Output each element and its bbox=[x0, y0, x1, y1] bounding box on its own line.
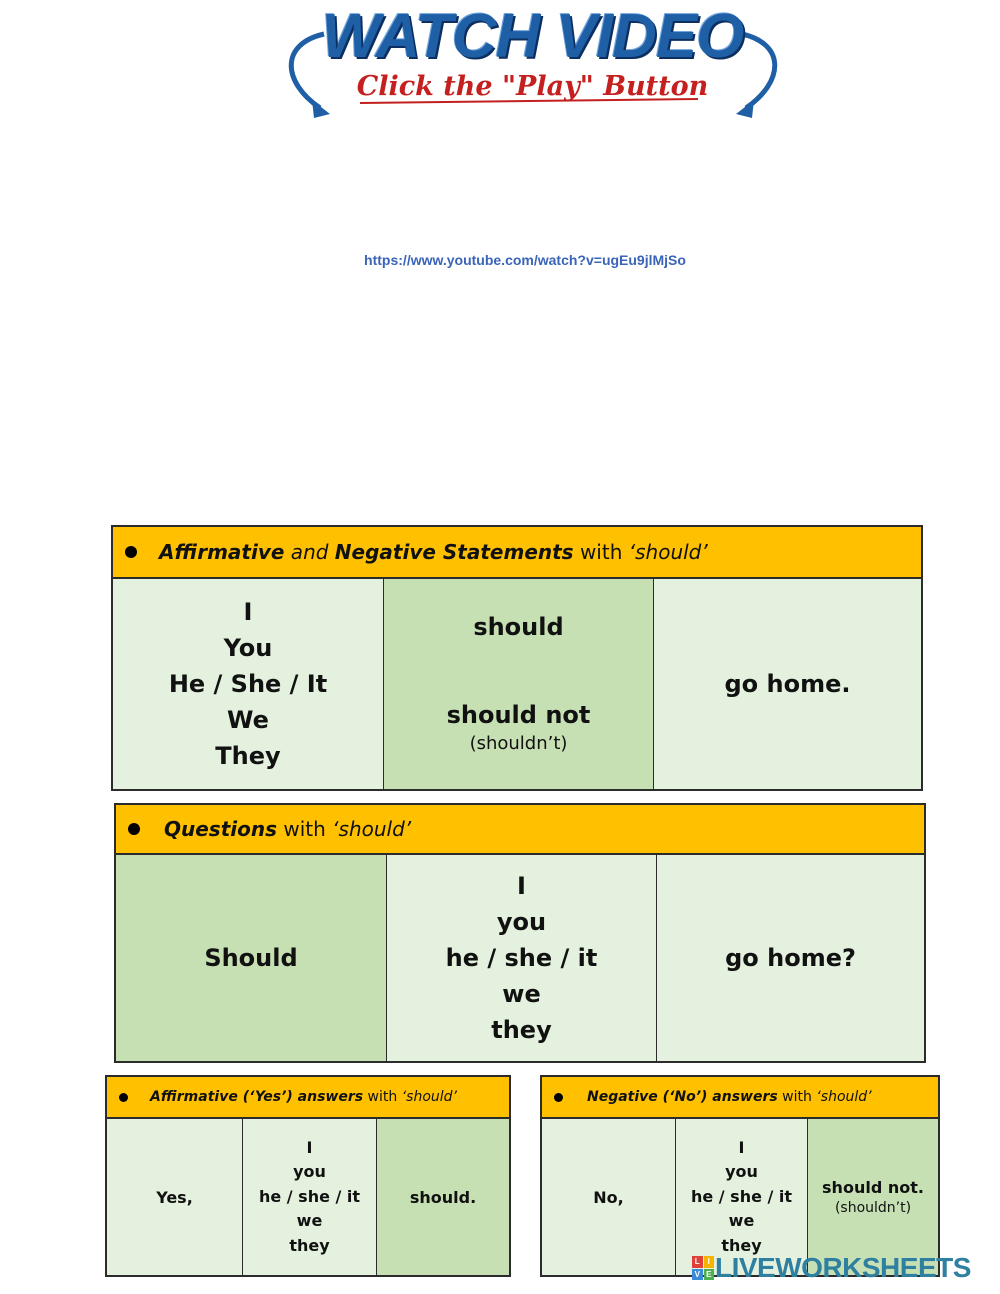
subject: we bbox=[296, 1211, 323, 1231]
header-part: with bbox=[277, 817, 333, 841]
statements-header bbox=[113, 527, 921, 579]
header-part: ‘should’ bbox=[332, 817, 412, 841]
subject: They bbox=[215, 742, 281, 770]
modal-affirmative: should bbox=[473, 613, 564, 641]
no-modal-short: (shouldn’t) bbox=[834, 1200, 912, 1216]
header-part: ‘should’ bbox=[816, 1089, 872, 1105]
header-part: Negative Statements bbox=[334, 540, 574, 564]
bullet-icon bbox=[119, 1093, 128, 1102]
subject: He / She / It bbox=[168, 670, 328, 698]
header-part: ‘should’ bbox=[628, 540, 708, 564]
header-part: with bbox=[777, 1089, 817, 1105]
ending: go home. bbox=[724, 670, 851, 698]
watermark-text: LIVEWORKSHEETS bbox=[715, 1252, 971, 1283]
question-ending-cell bbox=[656, 855, 924, 1061]
subject: We bbox=[227, 706, 269, 734]
subject: they bbox=[289, 1235, 330, 1255]
subject: I bbox=[306, 1137, 313, 1157]
subject: they bbox=[721, 1235, 762, 1255]
logo-letter: V bbox=[692, 1269, 703, 1281]
video-link[interactable]: https://www.youtube.com/watch?v=ugEu9jlMjSo bbox=[364, 252, 686, 268]
no-answer-cell bbox=[542, 1119, 675, 1275]
yes-subjects-cell bbox=[242, 1119, 376, 1275]
liveworksheets-watermark[interactable] bbox=[692, 1253, 971, 1283]
watch-video-banner[interactable] bbox=[280, 4, 785, 122]
subject: we bbox=[728, 1211, 755, 1231]
yes-answers-table bbox=[105, 1075, 511, 1277]
header-part: Negative (‘No’) answers bbox=[587, 1089, 778, 1105]
banner-title: WATCH VIDEO bbox=[321, 2, 744, 71]
subject: you bbox=[725, 1162, 758, 1182]
subjects-cell bbox=[113, 579, 383, 789]
questions-header bbox=[116, 805, 924, 855]
subject: he / she / it bbox=[690, 1186, 793, 1206]
header-part: and bbox=[284, 540, 335, 564]
logo-letter: E bbox=[704, 1269, 715, 1281]
modal-cell bbox=[383, 579, 653, 789]
header-part: ‘should’ bbox=[401, 1089, 457, 1105]
header-part: with bbox=[363, 1089, 402, 1105]
modal-negative: should not bbox=[446, 701, 591, 729]
header-part: Affirmative (‘Yes’) answers bbox=[150, 1089, 364, 1105]
question-modal-cell bbox=[116, 855, 386, 1061]
liveworksheets-logo-icon bbox=[692, 1256, 714, 1280]
no-modal: should not. bbox=[822, 1178, 924, 1197]
logo-letter: L bbox=[692, 1256, 703, 1268]
header-part: Questions bbox=[164, 817, 278, 841]
no-answers-table bbox=[540, 1075, 940, 1277]
no-answer: No, bbox=[593, 1187, 624, 1207]
subject: you bbox=[293, 1162, 326, 1182]
question-modal: Should bbox=[204, 944, 298, 972]
yes-answer-cell bbox=[107, 1119, 242, 1275]
subject: You bbox=[223, 634, 273, 662]
subject: he / she / it bbox=[258, 1186, 361, 1206]
yes-answers-header bbox=[107, 1077, 509, 1119]
subject: I bbox=[738, 1137, 745, 1157]
banner-subtitle: Click the "Play" Button bbox=[356, 71, 709, 102]
yes-modal: should. bbox=[409, 1187, 477, 1207]
subject: you bbox=[496, 908, 547, 936]
header-part: with bbox=[573, 540, 629, 564]
subject: I bbox=[243, 598, 253, 626]
logo-letter: I bbox=[704, 1256, 715, 1268]
no-answers-header bbox=[542, 1077, 938, 1119]
subject: they bbox=[491, 1016, 552, 1044]
modal-negative-short: (shouldn’t) bbox=[469, 733, 568, 754]
bullet-icon bbox=[125, 546, 137, 558]
header-part: Affirmative bbox=[159, 540, 285, 564]
bullet-icon bbox=[128, 823, 140, 835]
subject: he / she / it bbox=[445, 944, 598, 972]
subject: I bbox=[517, 872, 526, 900]
questions-table bbox=[114, 803, 926, 1063]
yes-modal-cell bbox=[376, 1119, 509, 1275]
question-ending: go home? bbox=[725, 944, 856, 972]
statements-table bbox=[111, 525, 923, 791]
ending-cell bbox=[653, 579, 921, 789]
question-subjects-cell bbox=[386, 855, 656, 1061]
subject: we bbox=[502, 980, 541, 1008]
yes-answer: Yes, bbox=[156, 1187, 193, 1207]
bullet-icon bbox=[554, 1093, 563, 1102]
